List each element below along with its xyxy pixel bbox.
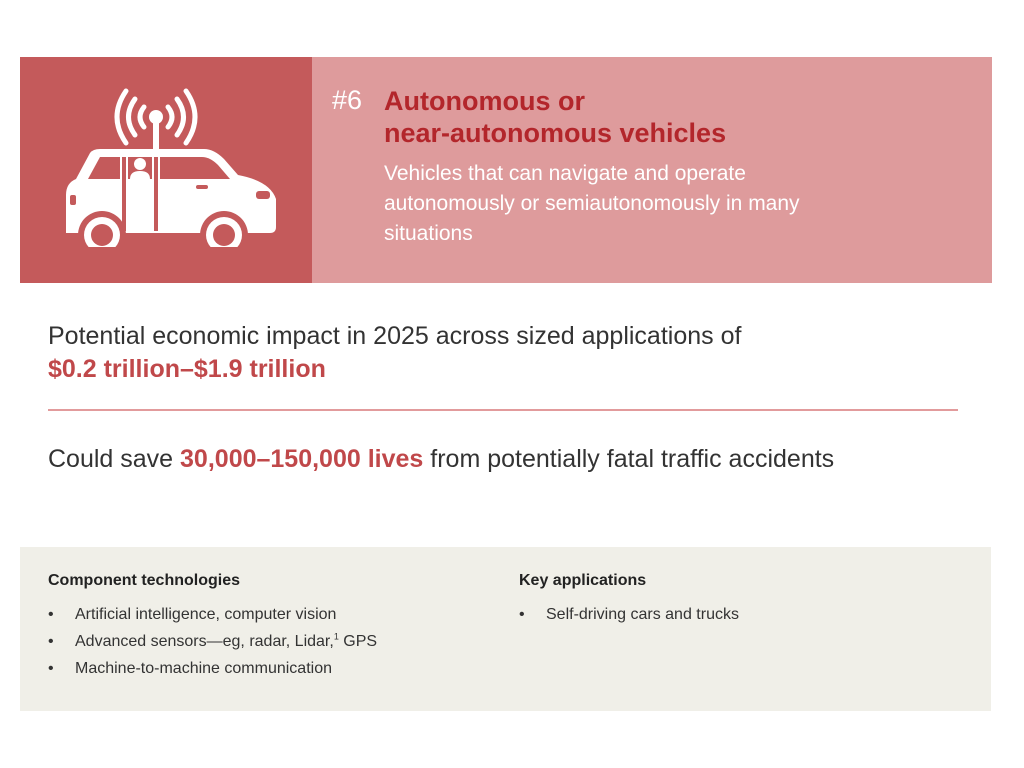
impact-label: Potential economic impact in 2025 across sized applications of xyxy=(48,322,742,350)
autonomous-car-icon xyxy=(56,87,280,247)
key-applications-heading: Key applications xyxy=(519,572,647,589)
list-item-text: Advanced sensors—eg, radar, Lidar, xyxy=(75,633,334,650)
title-row xyxy=(332,85,972,149)
header-text xyxy=(332,85,972,249)
bullet-icon: • xyxy=(48,633,54,650)
lives-highlight: 30,000–150,000 lives xyxy=(180,445,424,473)
lives-saved xyxy=(48,443,834,475)
list-item-text: Machine-to-machine communication xyxy=(75,660,332,677)
component-technologies-list xyxy=(48,601,488,682)
footnote-mark: 1 xyxy=(333,631,339,642)
list-item xyxy=(48,628,488,655)
list-item xyxy=(48,655,488,682)
list-item xyxy=(519,601,959,628)
list-item-text-suffix: GPS xyxy=(343,633,378,650)
divider xyxy=(48,409,958,411)
component-technologies-heading: Component technologies xyxy=(48,572,240,589)
item-number: #6 xyxy=(332,85,363,115)
icon-panel xyxy=(20,57,312,283)
key-applications-list xyxy=(519,601,959,628)
title-line-2: near-autonomous vehicles xyxy=(384,118,727,148)
component-technologies xyxy=(48,571,488,682)
page-title xyxy=(384,85,726,149)
impact-value: $0.2 trillion–$1.9 trillion xyxy=(48,355,326,383)
economic-impact xyxy=(48,320,948,386)
key-applications xyxy=(519,571,959,628)
lives-suffix: from potentially fatal traffic accidents xyxy=(430,445,835,473)
bullet-icon: • xyxy=(519,606,525,623)
lives-prefix: Could save xyxy=(48,445,174,473)
list-item-text: Artificial intelligence, computer vision xyxy=(75,606,337,623)
bullet-icon: • xyxy=(48,606,54,623)
details-panel xyxy=(20,547,991,711)
title-line-1: Autonomous or xyxy=(384,86,585,116)
list-item xyxy=(48,601,488,628)
page-subtitle: Vehicles that can navigate and operate autonomously or semiautonomously in many situations xyxy=(384,162,800,245)
list-item-text: Self-driving cars and trucks xyxy=(546,606,739,623)
bullet-icon: • xyxy=(48,660,54,677)
header-banner xyxy=(20,57,992,283)
